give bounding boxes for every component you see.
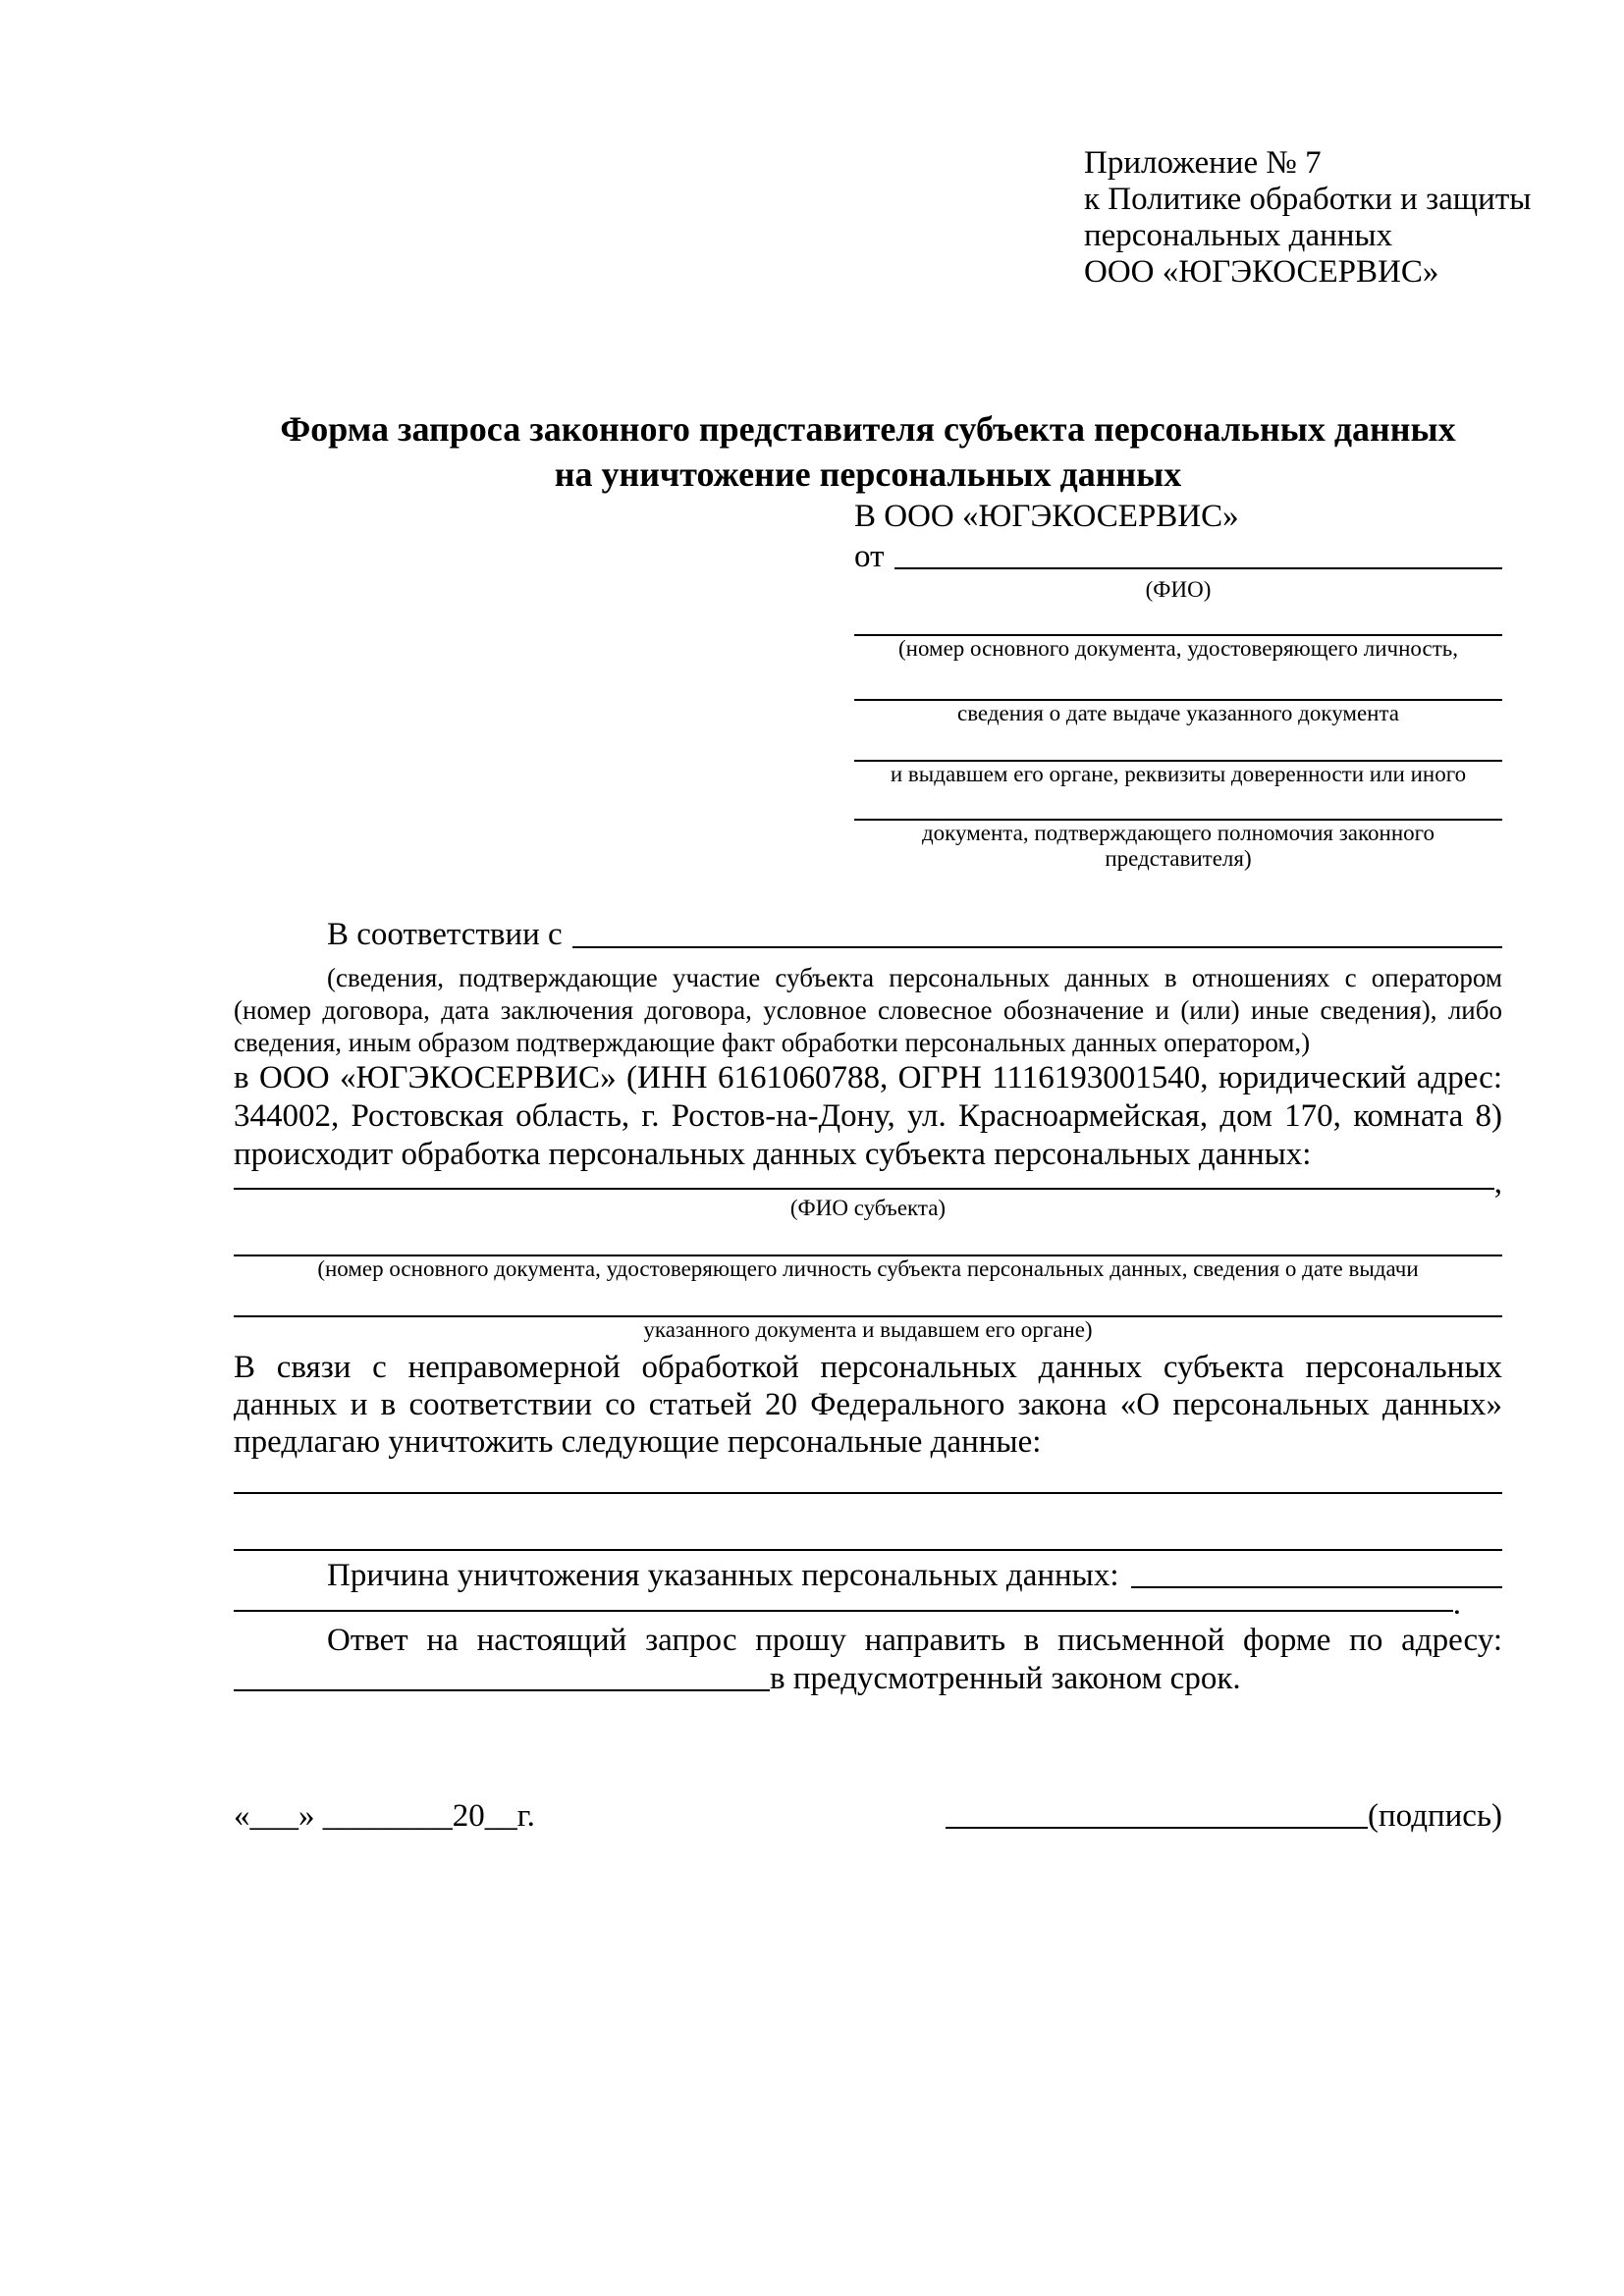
reason-input-line-2[interactable]	[234, 1594, 1453, 1612]
representative-doc-input-line-4[interactable]	[854, 787, 1502, 821]
answer-address-input-line[interactable]	[234, 1659, 770, 1691]
reason-row	[234, 1557, 1502, 1594]
accordance-note: (сведения, подтверждающие участие субъекта персональных данных в отношениях с оператором (номер договора, дата заключения договора, условное словесное обозначение и (или) иные сведения), либо сведения, иным образом подтверждающие факт обработки персональных данных оператором,)	[234, 963, 1502, 1057]
from-label: от	[854, 539, 885, 574]
from-row	[854, 538, 1502, 575]
reason-label: Причина уничтожения указанных персональных данных:	[327, 1558, 1119, 1593]
subject-fio-input-line[interactable]	[234, 1174, 1494, 1190]
document-title-line-1: Форма запроса законного представителя субъекта персональных данных	[280, 409, 1456, 449]
data-to-destroy-input-line-1[interactable]	[234, 1461, 1502, 1494]
answer-paragraph: Ответ на настоящий запрос прошу направить в письменной форме по адресу:	[327, 1623, 1502, 1658]
appendix-line-3: персональных данных	[1084, 218, 1393, 253]
subject-doc-caption-2: указанного документа и выдавшем его органе)	[643, 1317, 1093, 1342]
accordance-label: В соответствии с	[327, 917, 563, 952]
representative-doc-input-line-1[interactable]	[854, 605, 1502, 636]
reason-input-line[interactable]	[1131, 1557, 1502, 1588]
subject-doc-caption-1: (номер основного документа, удостоверяющего личность субъекта персональных данных, сведения о дате выдачи	[317, 1256, 1419, 1281]
answer-tail-text: в предусмотренный законом срок.	[770, 1661, 1241, 1696]
representative-doc-caption-2: сведения о дате выдаче указанного документа	[956, 701, 1400, 725]
addressee-organization: В ООО «ЮГЭКОСЕРВИС»	[854, 499, 1239, 534]
representative-doc-input-line-2[interactable]	[854, 662, 1502, 701]
data-to-destroy-input-line-2[interactable]	[234, 1494, 1502, 1551]
document-title-line-2: на уничтожение персональных данных	[554, 454, 1182, 494]
reason-period: .	[1452, 1586, 1461, 1622]
from-fio-input-line[interactable]	[894, 538, 1503, 569]
reason-continuation-row	[234, 1586, 1502, 1622]
answer-address-row	[234, 1659, 1502, 1698]
accordance-row	[234, 915, 1502, 954]
from-fio-caption: (ФИО)	[1145, 577, 1212, 602]
date-signature-row	[234, 1796, 1502, 1836]
accordance-input-line[interactable]	[572, 915, 1502, 948]
subject-doc-input-line-2[interactable]	[234, 1282, 1502, 1317]
subject-fio-row	[234, 1165, 1502, 1201]
appendix-line-2: к Политике обработки и защиты	[1084, 182, 1532, 217]
document-title	[234, 406, 1502, 497]
subject-fio-comma: ,	[1493, 1165, 1502, 1201]
addressee-block	[854, 497, 1502, 872]
subject-fio-caption: (ФИО субъекта)	[789, 1196, 947, 1220]
appendix-line-1: Приложение № 7	[1084, 145, 1322, 181]
subject-doc-input-line-1[interactable]	[234, 1221, 1502, 1256]
representative-doc-caption-3: и выдавшем его органе, реквизиты доверенности или иного	[890, 762, 1467, 786]
representative-doc-caption-4: документа, подтверждающего полномочия законного представителя)	[921, 821, 1435, 871]
appendix-line-4: ООО «ЮГЭКОСЕРВИС»	[1084, 254, 1439, 290]
signature-input-line[interactable]	[946, 1796, 1368, 1829]
demand-paragraph: В связи с неправомерной обработкой персональных данных субъекта персональных данных и в соответствии со статьей 20 Федерального закона «О персональных данных» предлагаю уничтожить следующие персональные данные:	[234, 1350, 1502, 1460]
date-blank[interactable]: «___» ________20__г.	[234, 1798, 535, 1834]
representative-doc-input-line-3[interactable]	[854, 726, 1502, 762]
operator-paragraph: в ООО «ЮГЭКОСЕРВИС» (ИНН 6161060788, ОГРН 1116193001540, юридический адрес: 344002, Ростовская область, г. Ростов-на-Дону, ул. Красноармейская, дом 170, комната 8) происходит обработка персональных данных субъекта персональных данных:	[234, 1060, 1502, 1172]
signature-group	[946, 1796, 1502, 1836]
signature-caption: (подпись)	[1368, 1798, 1502, 1834]
appendix-block	[1084, 145, 1532, 291]
representative-doc-caption-1: (номер основного документа, удостоверяющего личность,	[897, 636, 1458, 661]
